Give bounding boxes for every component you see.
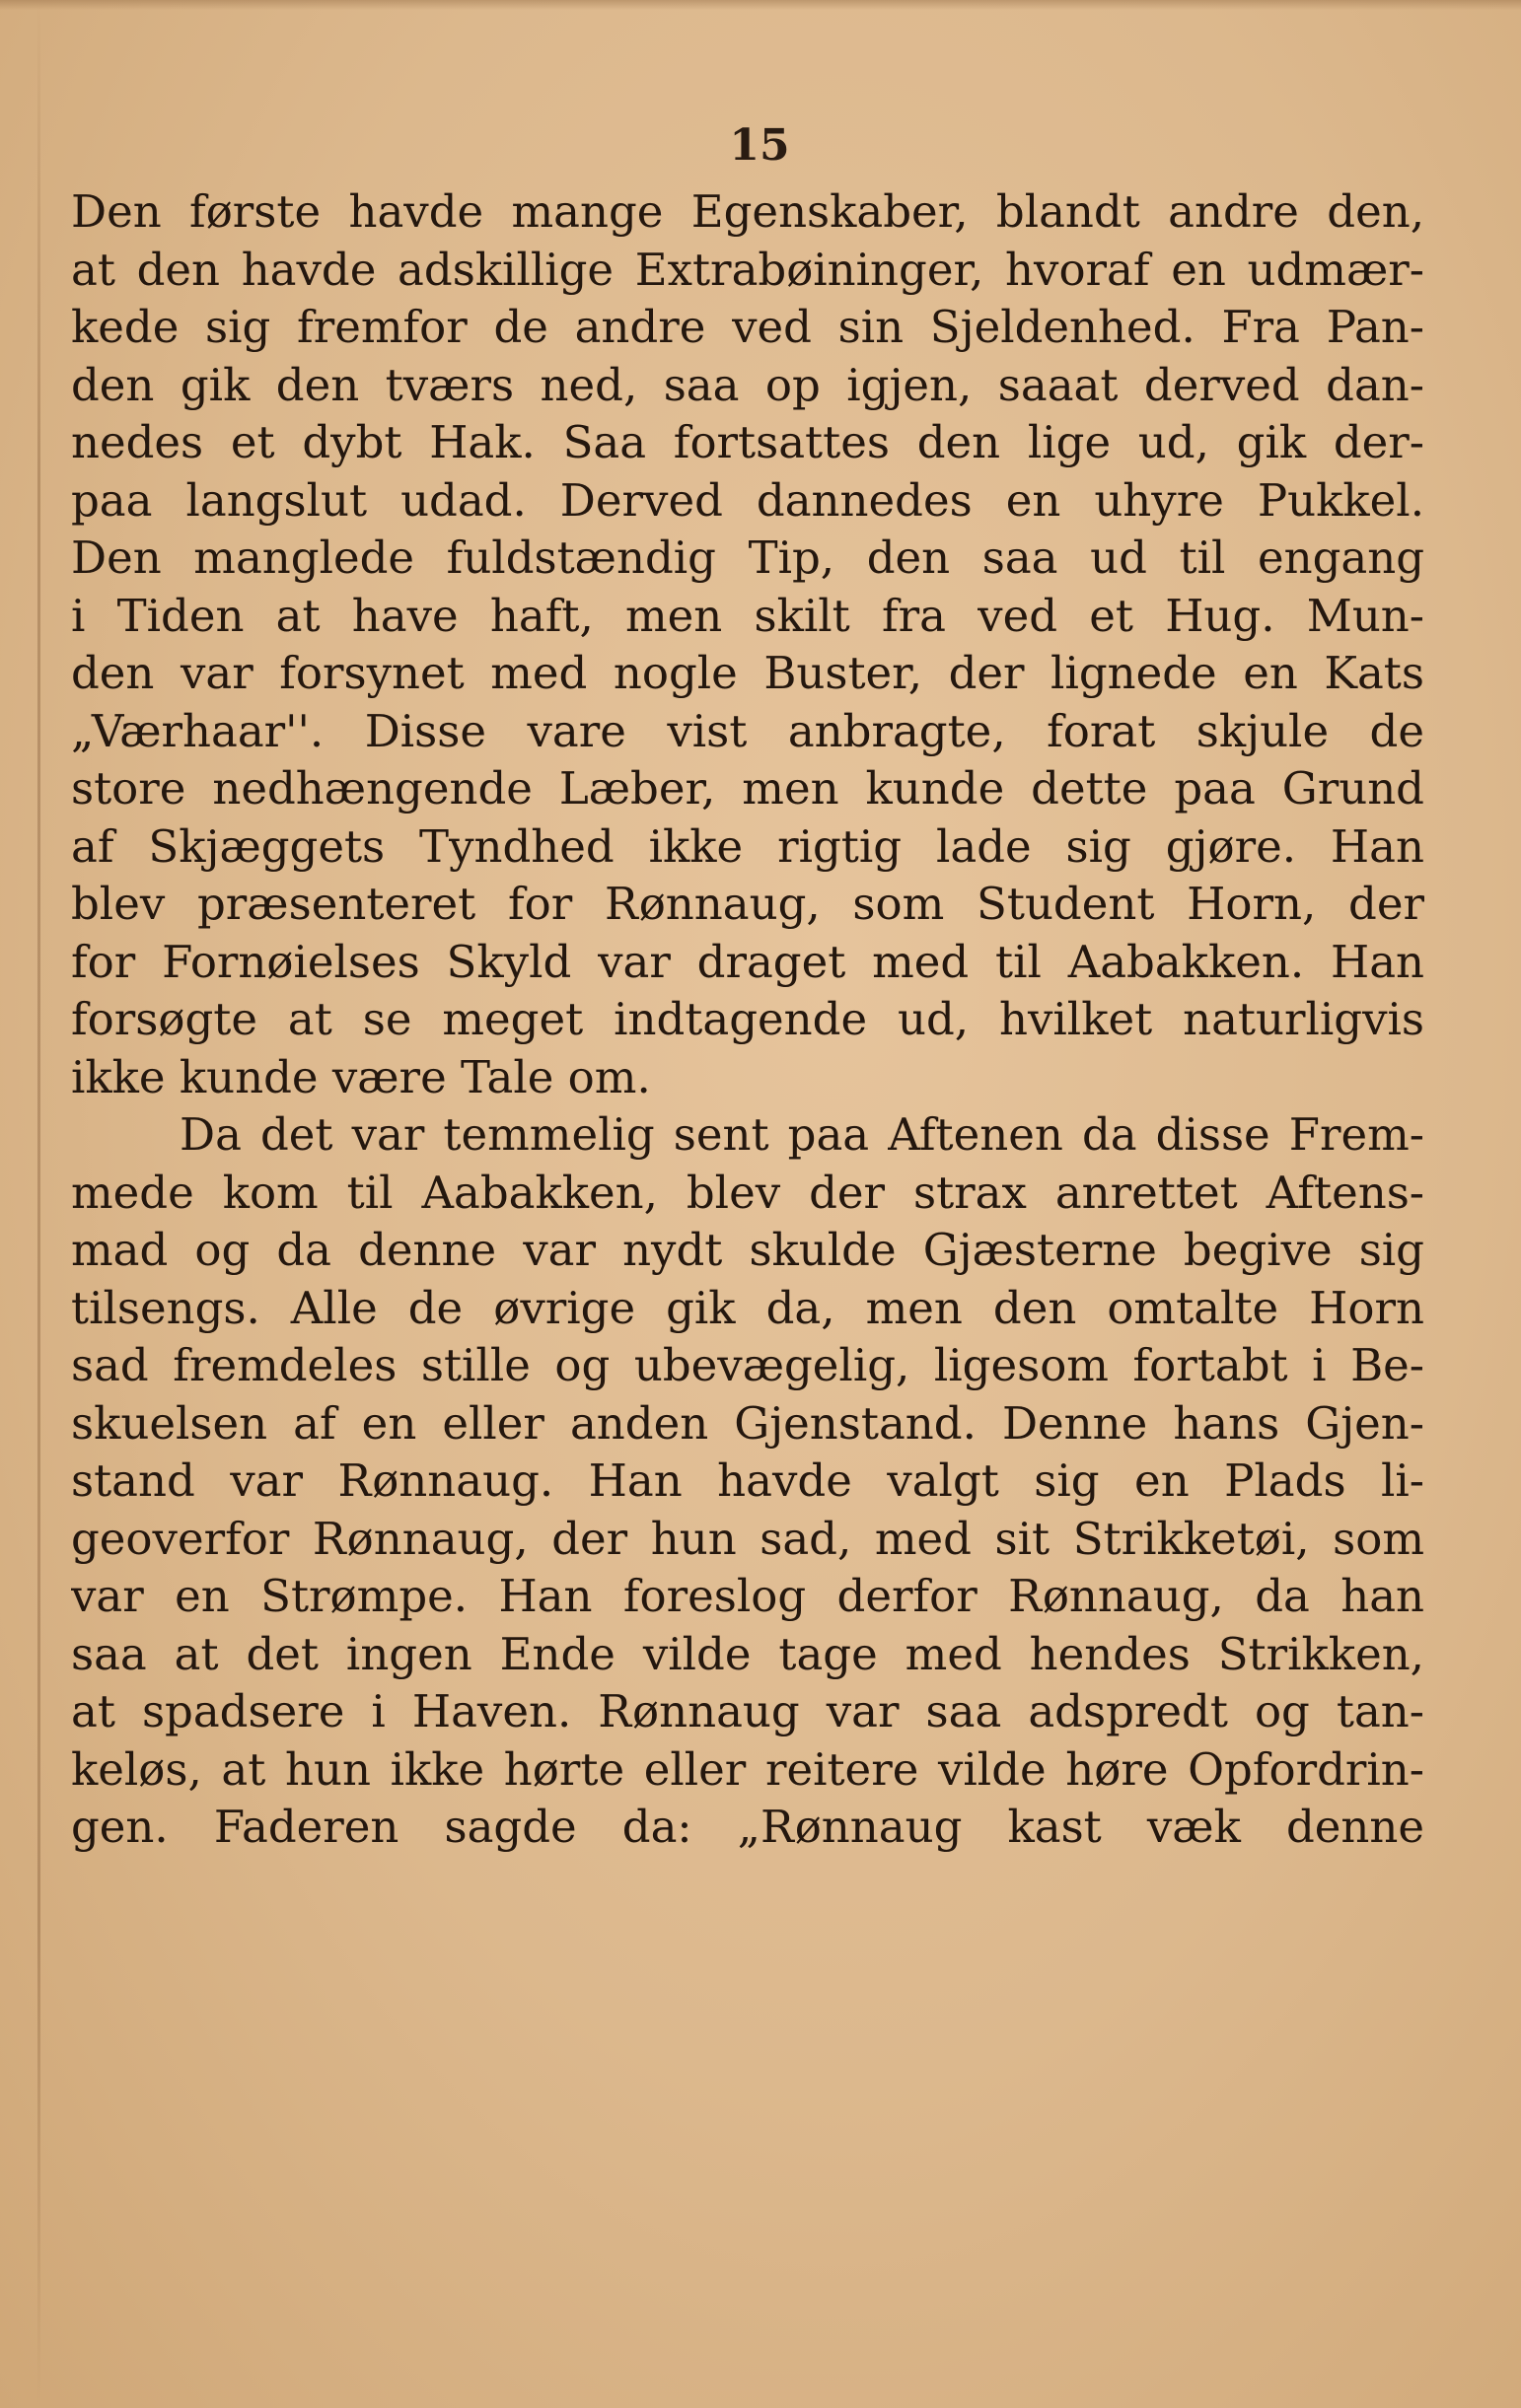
text-line: paa langslut udad. Derved dannedes en uhyre Pukkel. — [71, 473, 1424, 527]
text-line: Den første havde mange Egenskaber, blandt andre den, — [71, 185, 1424, 238]
page-number: 15 — [729, 120, 790, 171]
text-line: keløs, at hun ikke hørte eller reitere vilde høre Opfordrin- — [71, 1742, 1424, 1796]
text-line: forsøgte at se meget indtagende ud, hvilket naturligvis — [71, 993, 1424, 1045]
text-line: i Tiden at have haft, men skilt fra ved et Hug. Mun- — [71, 589, 1424, 642]
text-line: geoverfor Rønnaug, der hun sad, med sit Strikketøi, som — [71, 1512, 1424, 1565]
text-line: blev præsenteret for Rønnaug, som Student Horn, der — [71, 878, 1424, 930]
text-line: Den manglede fuldstændig Tip, den saa ud til engang — [71, 531, 1424, 584]
text-line: stand var Rønnaug. Han havde valgt sig en Plads li- — [71, 1454, 1424, 1507]
text-line: saa at det ingen Ende vilde tage med hendes Strikken, — [71, 1627, 1424, 1680]
text-line: mad og da denne var nydt skulde Gjæsterne begive sig — [71, 1224, 1424, 1276]
text-line: den var forsynet med nogle Buster, der lignede en Kats — [71, 647, 1424, 699]
text-line: af Skjæggets Tyndhed ikke rigtig lade sig gjøre. Han — [71, 819, 1424, 873]
text-line: at den havde adskillige Extrabøininger, hvoraf en udmær- — [71, 243, 1424, 296]
text-line: ikke kunde være Tale om. — [71, 1050, 651, 1103]
text-line: gen. Faderen sagde da: „Rønnaug kast væk denne — [71, 1801, 1424, 1853]
text-line: den gik den tværs ned, saa op igjen, saaat derved dan- — [71, 358, 1424, 411]
text-line: „Værhaar''. Disse vare vist anbragte, forat skjule de — [71, 704, 1424, 757]
binding-edge — [37, 0, 40, 2408]
text-line: tilsengs. Alle de øvrige gik da, men den omtalte Horn — [71, 1281, 1424, 1334]
text-line: at spadsere i Haven. Rønnaug var saa adspredt og tan- — [71, 1685, 1424, 1737]
page-top-edge — [0, 0, 1521, 10]
text-line: sad fremdeles stille og ubevægelig, ligesom fortabt i Be- — [71, 1339, 1424, 1391]
text-line: skuelsen af en eller anden Gjenstand. Denne hans Gjen- — [71, 1396, 1424, 1450]
text-line: for Fornøielses Skyld var draget med til Aabakken. Han — [71, 935, 1424, 988]
text-line: store nedhængende Læber, men kunde dette paa Grund — [71, 762, 1424, 814]
text-line: mede kom til Aabakken, blev der strax anrettet Aftens- — [71, 1166, 1424, 1219]
text-line: var en Strømpe. Han foreslog derfor Rønnaug, da han — [71, 1570, 1424, 1622]
text-line: nedes et dybt Hak. Saa fortsattes den lige ud, gik der- — [71, 416, 1424, 468]
text-line: Da det var temmelig sent paa Aftenen da disse Frem- — [180, 1108, 1424, 1161]
text-line: kede sig fremfor de andre ved sin Sjeldenhed. Fra Pan- — [71, 301, 1424, 353]
body-text — [71, 183, 1424, 1857]
